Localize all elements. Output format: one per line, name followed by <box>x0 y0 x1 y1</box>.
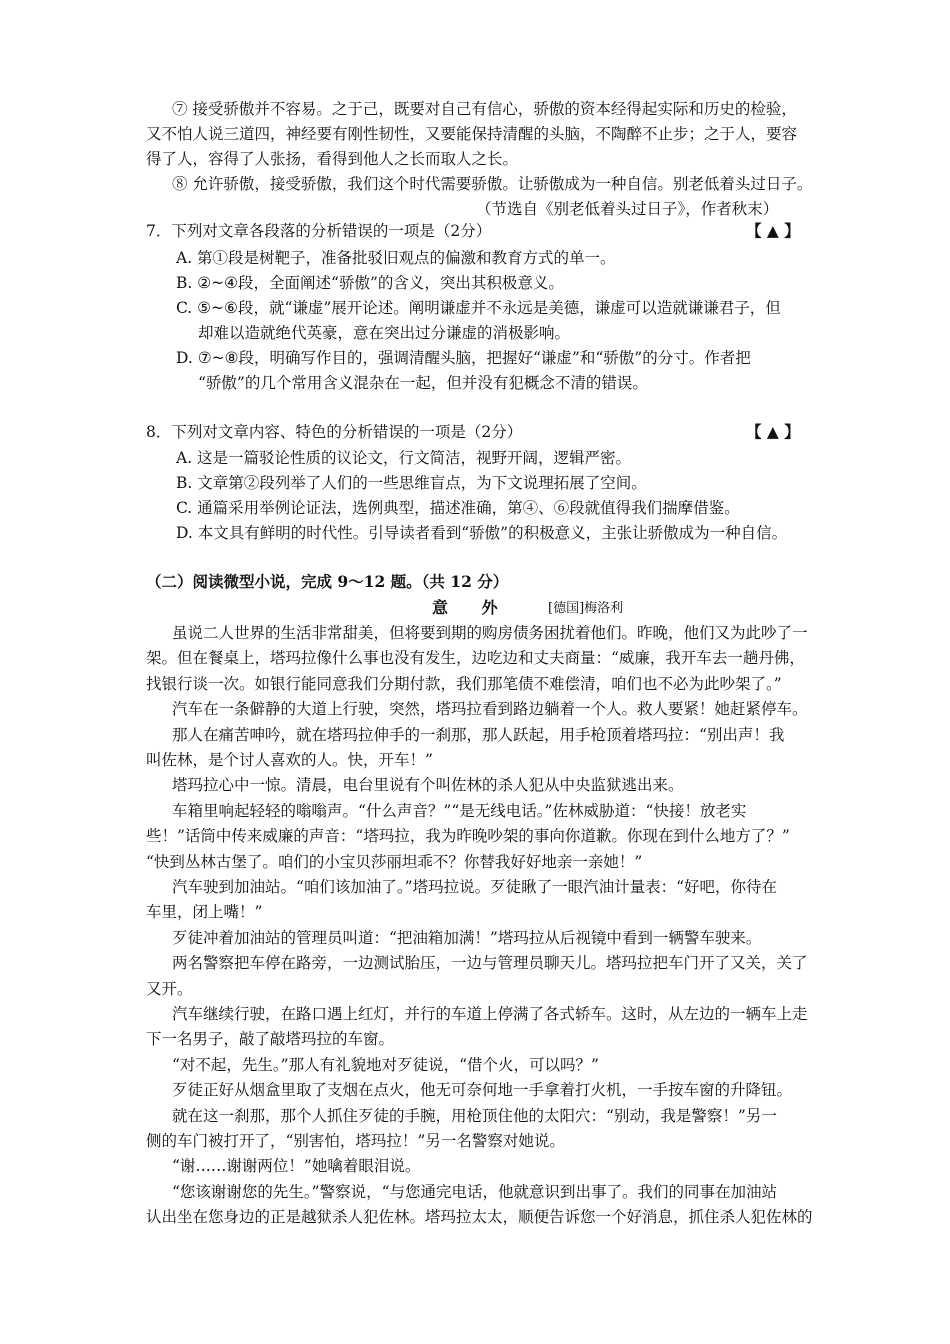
story-line: 汽车驶到加油站。“咱们该加油了。”塔玛拉说。歹徒瞅了一眼汽油计量表：“好吧，你待在 <box>172 878 778 896</box>
q8-option-d: D. 本文具有鲜明的时代性。引导读者看到“骄傲”的积极意义，主张让骄傲成为一种自信。 <box>176 524 788 542</box>
story-line: 找银行谈一次。如银行能同意我们分期付款，我们那笔债不难偿清，咱们也不必为此吵架了。” <box>146 674 782 693</box>
story-line: 虽说二人世界的生活非常甜美，但将要到期的购房债务困扰着他们。昨晚，他们又为此吵了一 <box>172 624 808 642</box>
q8-option-c: C. 通篇采用举例论证法，选例典型，描述准确，第④、⑥段就值得我们揣摩借鉴。 <box>176 499 740 517</box>
q7-option-b: B. ②~④段，全面阐述“骄傲”的含义，突出其积极意义。 <box>176 274 564 292</box>
story-line: 歹徒正好从烟盒里取了支烟在点火，他无可奈何地一手拿着打火机，一手按车窗的升降钮。 <box>172 1081 793 1100</box>
section-2-heading: （二）阅读微型小说，完成 9～12 题。（共 12 分） <box>146 572 509 591</box>
q8-stem: 8．下列对文章内容、特色的分析错误的一项是（2分） <box>146 423 523 441</box>
q7-option-d-line-2: “骄傲”的几个常用含义混杂在一起，但并没有犯概念不清的错误。 <box>198 374 648 392</box>
story-line: 汽车继续行驶，在路口遇上红灯，并行的车道上停满了各式轿车。这时，从左边的一辆车上走 <box>172 1005 808 1023</box>
story-line: 些！”话筒中传来威廉的声音：“塔玛拉，我为昨晚吵架的事向你道歉。你现在到什么地方了？” <box>146 827 790 846</box>
story-line: 下一名男子，敲了敲塔玛拉的车窗。 <box>146 1030 395 1049</box>
paragraph-7-line-3: 得了人，容得了人张扬，看得到他人之长而取人之长。 <box>146 150 519 168</box>
q8-answer-bracket: 【 ▲ 】 <box>746 422 800 441</box>
paragraph-7-line-2: 又不怕人说三道四，神经要有刚性韧性，又要能保持清醒的头脑，不陶醉不止步；之于人，要容 <box>146 125 798 143</box>
story-line: 架。但在餐桌上，塔玛拉像什么事也没有发生，边吃边和丈夫商量：“威廉，我开车去一趟丹佛， <box>146 649 805 668</box>
story-line: 又开。 <box>146 979 193 998</box>
story-line: 车里，闭上嘴！” <box>146 903 263 922</box>
story-line: “对不起，先生。”那人有礼貌地对歹徒说，“借个火，可以吗？” <box>172 1055 599 1074</box>
q8-option-b: B. 文章第②段列举了人们的一些思维盲点，为下文说理拓展了空间。 <box>176 474 647 492</box>
story-line: 塔玛拉心中一惊。清晨，电台里说有个叫佐林的杀人犯从中央监狱逃出来。 <box>172 776 684 795</box>
story-line: 汽车在一条僻静的大道上行驶，突然，塔玛拉看到路边躺着一个人。救人要紧！她赶紧停车。 <box>172 700 808 719</box>
story-line: 歹徒冲着加油站的管理员叫道：“把油箱加满！”塔玛拉从后视镜中看到一辆警车驶来。 <box>172 928 762 947</box>
story-line: “谢……谢谢两位！”她噙着眼泪说。 <box>172 1157 421 1176</box>
story-author: [德国]梅洛利 <box>548 601 624 616</box>
paragraph-8: ⑧ 允许骄傲，接受骄傲，我们这个时代需要骄傲。让骄傲成为一种自信。别老低着头过日子。 <box>172 175 813 193</box>
story-line: 两名警察把车停在路旁，一边测试胎压，一边与管理员聊天儿。塔玛拉把车门开了又关，关了 <box>172 954 808 973</box>
story-line: “您该谢谢您的先生。”警察说，“与您通完电话，他就意识到出事了。我们的同事在加油站 <box>172 1182 778 1201</box>
story-line: 叫佐林，是个讨人喜欢的人。快，开车！” <box>146 751 433 769</box>
story-line: 车箱里响起轻轻的嗡嗡声。“什么声音？”“是无线电话。”佐林威胁道：“快接！放老实 <box>172 801 747 820</box>
paragraph-7-line-1: ⑦ 接受骄傲并不容易。之于己，既要对自己有信心，骄傲的资本经得起实际和历史的检验， <box>172 100 797 118</box>
q7-option-d-line-1: D. ⑦~⑧段，明确写作目的，强调清醒头脑，把握好“谦虚”和“骄傲”的分寸。作者把 <box>176 349 751 367</box>
q8-option-a: A. 这是一篇驳论性质的议论文，行文简洁，视野开阔，逻辑严密。 <box>176 449 632 467</box>
q7-stem: 7．下列对文章各段落的分析错误的一项是（2分） <box>146 222 492 240</box>
story-line: “快到丛林古堡了。咱们的小宝贝莎丽坦乖不？你替我好好地亲一亲她！” <box>146 852 643 871</box>
q7-option-c-line-1: C. ⑤~⑥段，就“谦虚”展开论述。阐明谦虚并不永远是美德，谦虚可以造就谦谦君子，但 <box>176 299 781 317</box>
q7-option-a: A. 第①段是树靶子，准备批驳旧观点的偏激和教育方式的单一。 <box>176 249 616 267</box>
story-line: 认出坐在您身边的正是越狱杀人犯佐林。塔玛拉太太，顺便告诉您一个好消息，抓住杀人犯佐林的 <box>146 1208 813 1227</box>
story-line: 那人在痛苦呻吟，就在塔玛拉伸手的一刹那，那人跃起，用手枪顶着塔玛拉：“别出声！我 <box>172 725 785 744</box>
q7-option-c-line-2: 却难以造就绝代英豪，意在突出过分谦虚的消极影响。 <box>198 324 571 342</box>
source-citation: （节选自《别老低着头过日子》，作者秋末） <box>476 200 779 218</box>
q7-answer-bracket: 【 ▲ 】 <box>746 221 800 240</box>
story-title: 意 外 <box>432 598 512 617</box>
story-line: 侧的车门被打开了，“别害怕，塔玛拉！”另一名警察对她说。 <box>146 1132 565 1150</box>
story-line: 就在这一刹那，那个人抓住歹徒的手腕，用枪顶住他的太阳穴：“别动，我是警察！”另一 <box>172 1106 777 1125</box>
